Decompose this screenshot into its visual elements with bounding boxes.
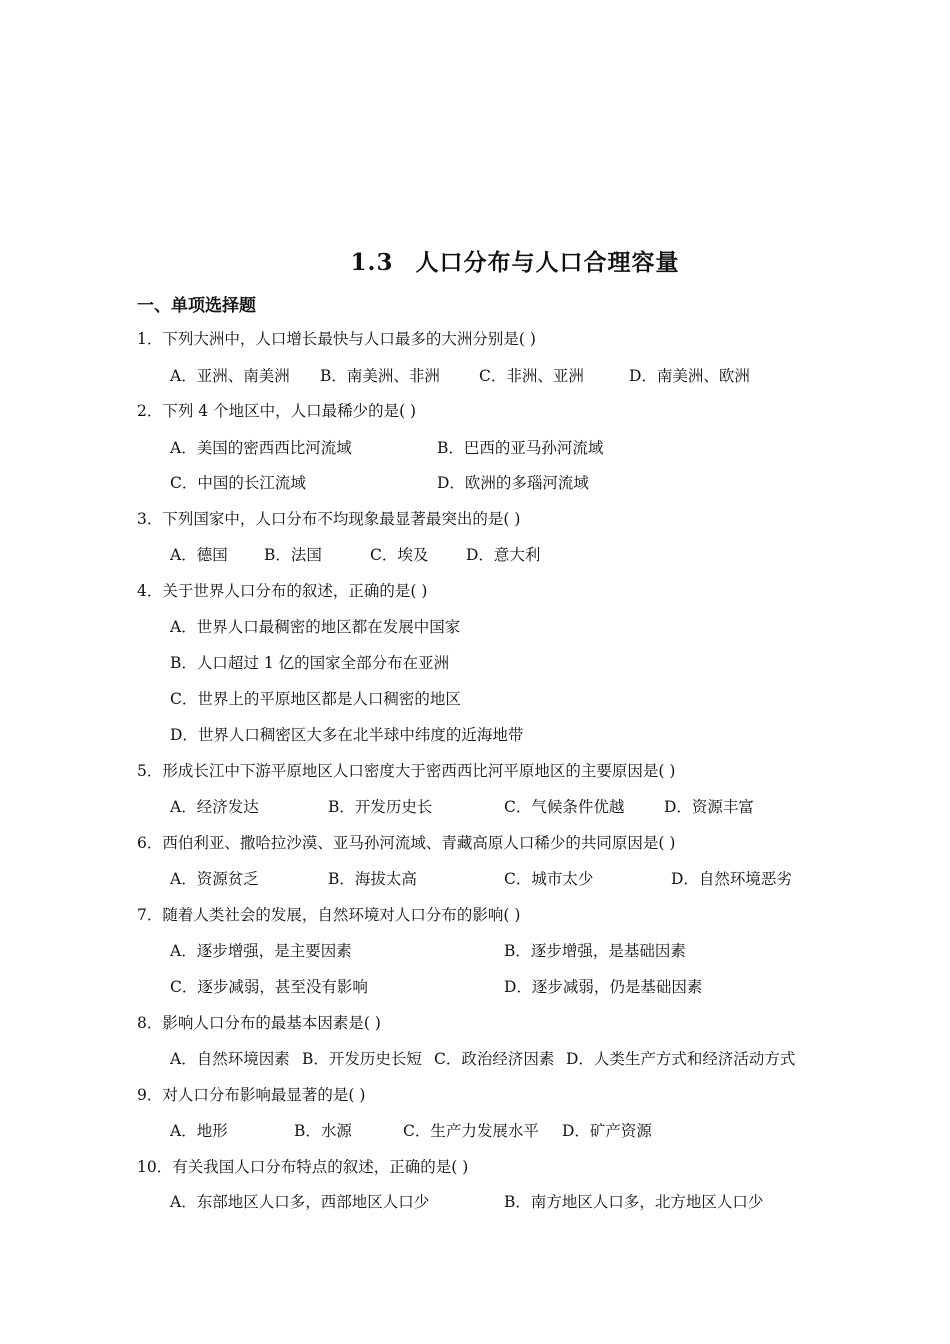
question-5-stem: 5．形成长江中下游平原地区人口密度大于密西西比河平原地区的主要原因是( ) xyxy=(137,762,676,780)
q6-option-b: B．海拔太高 xyxy=(328,870,417,888)
q9-option-c: C．生产力发展水平 xyxy=(403,1122,539,1140)
q5-option-c: C．气候条件优越 xyxy=(504,798,625,816)
q4-option-b: B．人口超过 1 亿的国家全部分布在亚洲 xyxy=(170,654,450,672)
question-1-stem: 1．下列大洲中，人口增长最快与人口最多的大洲分别是( ) xyxy=(137,330,536,348)
q2-option-a: A．美国的密西西比河流域 xyxy=(170,439,352,457)
q1-option-b: B．南美洲、非洲 xyxy=(320,367,440,385)
question-7-stem: 7．随着人类社会的发展，自然环境对人口分布的影响( ) xyxy=(137,906,521,924)
q10-option-a: A．东部地区人口多，西部地区人口少 xyxy=(170,1193,430,1211)
q10-option-b: B．南方地区人口多，北方地区人口少 xyxy=(504,1193,764,1211)
q2-option-c: C．中国的长江流域 xyxy=(170,474,306,492)
q5-option-d: D．资源丰富 xyxy=(664,798,754,816)
q2-option-d: D．欧洲的多瑙河流域 xyxy=(437,474,589,492)
q3-option-c: C．埃及 xyxy=(370,546,429,564)
q4-option-c: C．世界上的平原地区都是人口稠密的地区 xyxy=(170,690,461,708)
q4-option-a: A．世界人口最稠密的地区都在发展中国家 xyxy=(170,618,461,636)
q8-option-b: B．开发历史长短 xyxy=(302,1050,422,1068)
q7-option-d: D．逐步减弱，仍是基础因素 xyxy=(504,978,703,996)
question-3-stem: 3．下列国家中，人口分布不均现象最显著最突出的是( ) xyxy=(137,510,521,528)
q4-option-d: D．世界人口稠密区大多在北半球中纬度的近海地带 xyxy=(170,726,524,744)
q1-option-c: C．非洲、亚洲 xyxy=(479,367,584,385)
question-4-stem: 4．关于世界人口分布的叙述，正确的是( ) xyxy=(137,582,428,600)
q1-option-d: D．南美洲、欧洲 xyxy=(629,367,750,385)
q8-option-a: A．自然环境因素 xyxy=(170,1050,290,1068)
q8-option-d: D．人类生产方式和经济活动方式 xyxy=(566,1050,796,1068)
q6-option-c: C．城市太少 xyxy=(504,870,594,888)
q9-option-b: B．水源 xyxy=(294,1122,352,1140)
question-9-stem: 9．对人口分布影响最显著的是( ) xyxy=(137,1086,366,1104)
q8-option-c: C．政治经济因素 xyxy=(434,1050,555,1068)
q3-option-b: B．法国 xyxy=(264,546,322,564)
q9-option-d: D．矿产资源 xyxy=(562,1122,652,1140)
section-heading: 一、单项选择题 xyxy=(137,296,256,316)
q3-option-a: A．德国 xyxy=(170,546,228,564)
q2-option-b: B．巴西的亚马孙河流域 xyxy=(437,439,604,457)
question-2-stem: 2．下列 4 个地区中，人口最稀少的是( ) xyxy=(137,402,417,420)
q1-option-a: A．亚洲、南美洲 xyxy=(170,367,290,385)
q3-option-d: D．意大利 xyxy=(466,546,541,564)
page-title xyxy=(0,244,950,277)
q5-option-b: B．开发历史长 xyxy=(328,798,433,816)
q6-option-d: D．自然环境恶劣 xyxy=(671,870,792,888)
q9-option-a: A．地形 xyxy=(170,1122,228,1140)
q7-option-a: A．逐步增强，是主要因素 xyxy=(170,942,352,960)
question-8-stem: 8．影响人口分布的最基本因素是( ) xyxy=(137,1014,381,1032)
question-6-stem: 6．西伯利亚、撒哈拉沙漠、亚马孙河流域、青藏高原人口稀少的共同原因是( ) xyxy=(137,834,676,852)
q7-option-c: C．逐步减弱，甚至没有影响 xyxy=(170,978,368,996)
q5-option-a: A．经济发达 xyxy=(170,798,259,816)
question-10-stem: 10．有关我国人口分布特点的叙述，正确的是( ) xyxy=(137,1158,469,1176)
title-number: 1.3 xyxy=(350,249,394,276)
q6-option-a: A．资源贫乏 xyxy=(170,870,259,888)
q7-option-b: B．逐步增强，是基础因素 xyxy=(504,942,686,960)
title-text: 人口分布与人口合理容量 xyxy=(415,249,680,276)
